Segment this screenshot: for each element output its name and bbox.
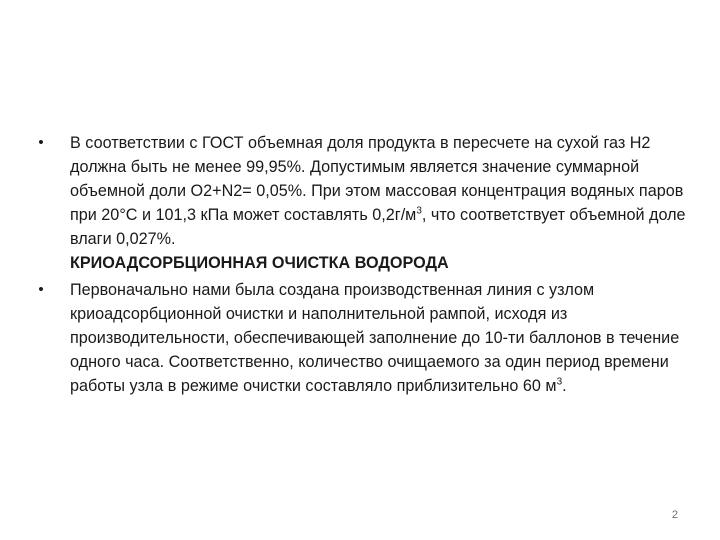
superscript-cubic: 3 <box>556 376 563 388</box>
page-number: 2 <box>671 509 678 521</box>
paragraph-gost-text-end: , что соответствует объемной доле влаги 0,027%. <box>70 206 686 248</box>
superscript-cubic: 3 <box>416 205 422 217</box>
paragraph-production-text: Первоначально нами была создана производственная линия с узлом криоадсорбционной очистки и наполнительной рампой, исходя из производительности, обеспечивающей заполнение до 10-ти баллонов в течение одного часа. Соответственно, количество очищаемого за один период времени работы узла в режиме очистки составляло приблизительно 60 м <box>70 281 680 395</box>
bullet-item-gost <box>34 131 690 275</box>
bullet-icon: • <box>38 281 44 298</box>
section-heading: КРИОАДСОРБЦИОННАЯ ОЧИСТКА ВОДОРОДА <box>70 254 449 272</box>
paragraph-gost-text: В соответствии с ГОСТ объемная доля продукта в пересчете на сухой газ Н2 должна быть не менее 99,95%. Допустимым является значение суммарной объемной доли О2+N2= 0,05%. При этом массовая концентрация водяных паров при 20°С и 101,3 кПа может составлять 0,2г/м <box>70 134 684 224</box>
bullet-item-production-line <box>34 278 690 398</box>
paragraph-production-line <box>70 278 690 398</box>
bullet-icon: • <box>38 134 44 151</box>
paragraph-gost-requirements <box>70 131 690 251</box>
slide-content <box>34 131 690 398</box>
paragraph-production-text-end: . <box>562 377 567 395</box>
